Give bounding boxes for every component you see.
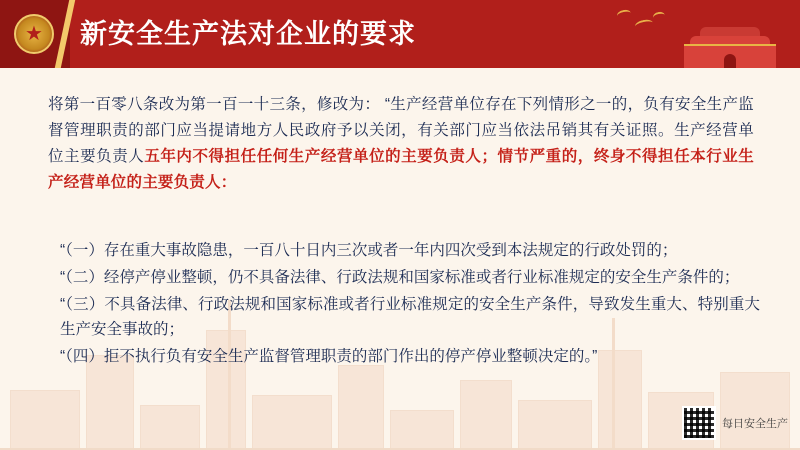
main-paragraph-highlight: 五年内不得担任任何生产经营单位的主要负责人；情节严重的，终身不得担任本行业生产经营单位的主要负责人： (48, 148, 754, 191)
gate-door (724, 54, 736, 68)
clause-list (60, 238, 760, 371)
qr-code-icon (682, 406, 716, 440)
tiananmen-gate-icon (670, 6, 790, 68)
bird-shape (616, 9, 632, 21)
skyline-block (252, 395, 332, 450)
flying-birds-icon (615, 8, 675, 38)
skyline-block (140, 405, 200, 450)
main-paragraph-part1: 将第一百零八条改为第一百一十三条，修改为： (48, 96, 381, 113)
main-paragraph (48, 92, 754, 196)
list-item: “（三）不具备法律、行政法规和国家标准或者行业标准规定的安全生产条件，导致发生重大、特别重大生产安全事故的； (60, 296, 760, 338)
gate-upper-roof (700, 27, 760, 36)
list-item: “（一）存在重大事故隐患，一百八十日内三次或者一年内四次受到本法规定的行政处罚的； (60, 242, 678, 259)
footer-badge (682, 406, 788, 440)
bird-shape (634, 18, 653, 31)
skyline-block (10, 390, 80, 450)
slide-header (0, 0, 800, 68)
skyline-block (390, 410, 454, 450)
list-item: “（四）拒不执行负有安全生产监督管理职责的部门作出的停产停业整顿决定的。” (60, 348, 598, 365)
slide-body (0, 68, 800, 450)
bird-shape (652, 11, 666, 22)
national-emblem-icon (14, 14, 54, 54)
main-paragraph-part2: “生产经营单位存在下列情形之一的，负有安全生产监督管理职责的部门应当提请地方人民政府予以关闭，有关部门应当依法吊销其有关证照。生产经营单位主要负责人 (48, 96, 754, 165)
footer-label: 每日安全生产 (722, 418, 788, 430)
skyline-block (338, 365, 384, 450)
page-title: 新安全生产法对企业的要求 (80, 19, 416, 49)
skyline-block (518, 400, 592, 450)
star-glyph: ★ (25, 23, 43, 45)
skyline-block (460, 380, 512, 450)
list-item: “（二）经停产停业整顿，仍不具备法律、行政法规和国家标准或者行业标准规定的安全生产条件的； (60, 269, 740, 286)
